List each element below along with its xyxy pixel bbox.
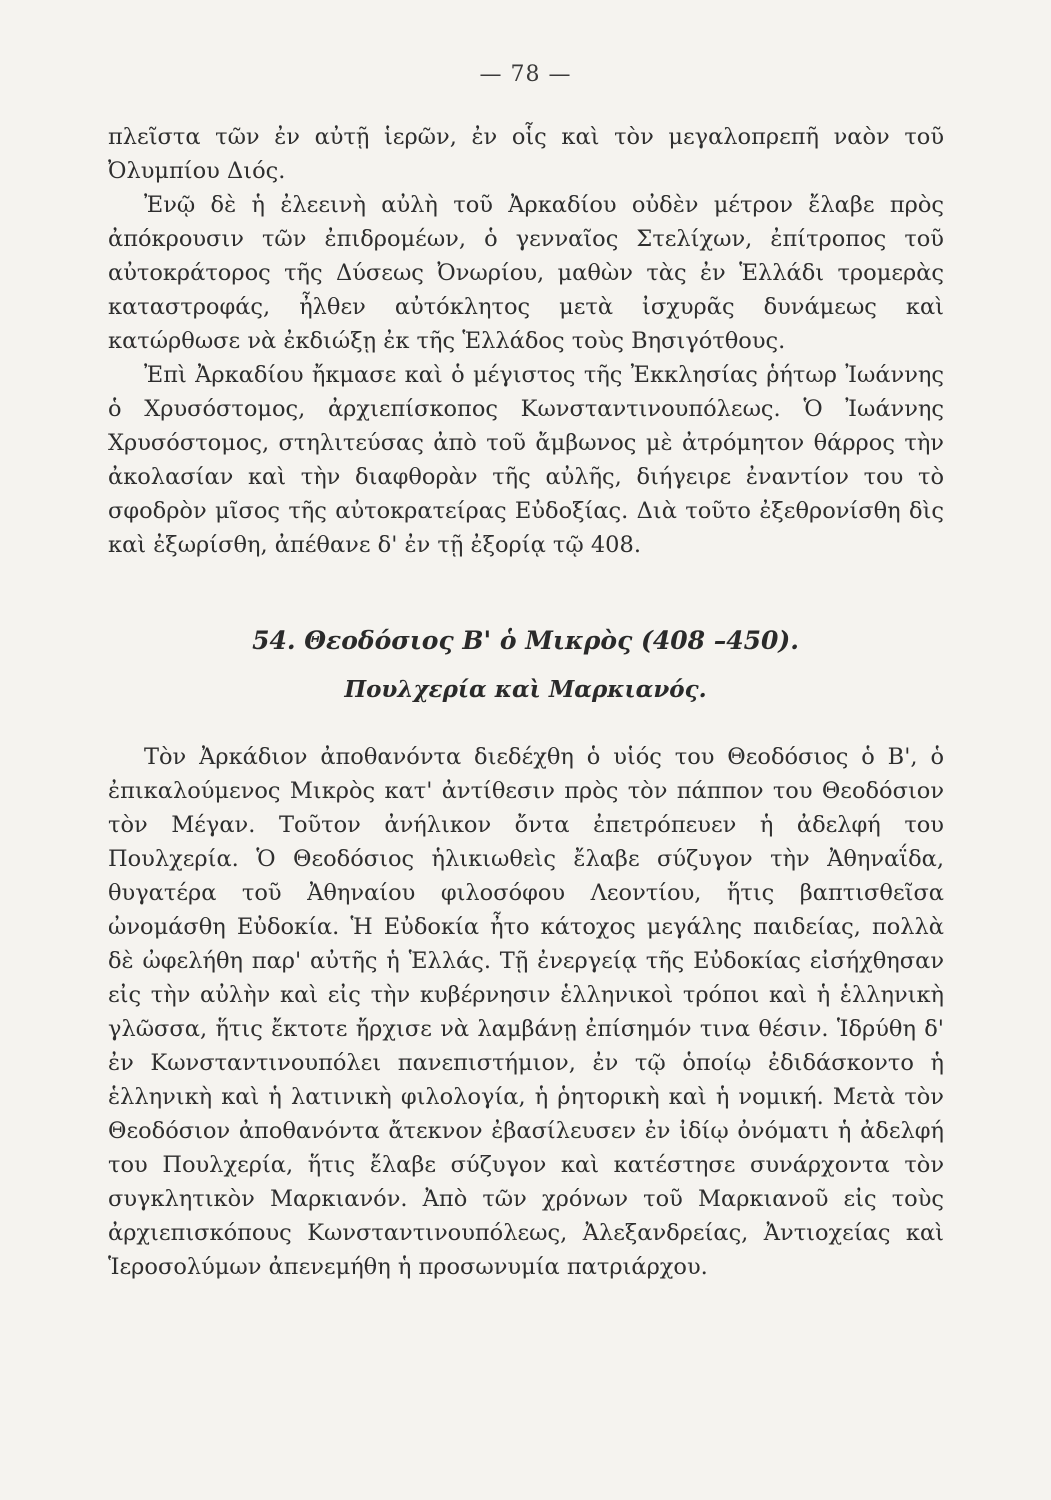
section-subtitle: Πουλχερία καὶ Μαρκιανός. <box>344 676 707 703</box>
intro-text <box>108 120 944 562</box>
paragraph: Ἐπὶ Ἀρκαδίου ἤκμασε καὶ ὁ μέγιστος τῆς Ἐκκλησίας ῥήτωρ Ἰωάννης ὁ Χρυσόστομος, ἀρχιεπίσκοπος Κωνσταντινουπόλεως. Ὁ Ἰωάννης Χρυσόστομος, στηλιτεύσας ἀπὸ τοῦ ἄμβωνος μὲ ἀτρόμητον θάρρος τὴν ἀκολασίαν καὶ τὴν διαφθορὰν τῆς αὐλῆς, διήγειρε ἐναντίον του τὸ σφοδρὸν μῖσος τῆς αὐτοκρατείρας Εὐδοξίας. Διὰ τοῦτο ἐξεθρονίσθη δὶς καὶ ἐξωρίσθη, ἀπέθανε δ' ἐν τῇ ἐξορίᾳ τῷ 408. <box>108 362 944 558</box>
paragraph: Ἐνῷ δὲ ἡ ἐλεεινὴ αὐλὴ τοῦ Ἀρκαδίου οὐδὲν μέτρον ἔλαβε πρὸς ἀπόκρουσιν τῶν ἐπιδρομέων, ὁ γενναῖος Στελίχων, ἐπίτροπος τοῦ αὐτοκράτορος τῆς Δύσεως Ὀνωρίου, μαθὼν τὰς ἐν Ἑλλάδι τρομερὰς καταστροφάς, ἦλθεν αὐτόκλητος μετὰ ἰσχυρᾶς δυνάμεως καὶ κατώρθωσε νὰ ἐκδιώξῃ ἐκ τῆς Ἑλλάδος τοὺς Βησιγότθους. <box>108 192 944 354</box>
section-title: 54. Θεοδόσιος Β' ὁ Μικρὸς (408 –450). <box>252 626 799 655</box>
paragraph: πλεῖστα τῶν ἐν αὐτῇ ἱερῶν, ἐν οἷς καὶ τὸν μεγαλοπρεπῆ ναὸν τοῦ Ὀλυμπίου Διός. <box>108 124 944 184</box>
page-number: — 78 — <box>479 62 572 87</box>
paragraph: Τὸν Ἀρκάδιον ἀποθανόντα διεδέχθη ὁ υἱός του Θεοδόσιος ὁ Β', ὁ ἐπικαλούμενος Μικρὸς κατ' ἀντίθεσιν πρὸς τὸν πάππον του Θεοδόσιον τὸν Μέγαν. Τοῦτον ἀνήλικον ὄντα ἐπετρόπευεν ἡ ἀδελφή του Πουλχερία. Ὁ Θεοδόσιος ἡλικιωθεὶς ἔλαβε σύζυγον τὴν Ἀθηναΐδα, θυγατέρα τοῦ Ἀθηναίου φιλοσόφου Λεοντίου, ἥτις βαπτισθεῖσα ὠνομάσθη Εὐδοκία. Ἡ Εὐδοκία ἦτο κάτοχος μεγάλης παιδείας, πολλὰ δὲ ὠφελήθη παρ' αὐτῆς ἡ Ἑλλάς. Τῇ ἐνεργείᾳ τῆς Εὐδοκίας εἰσήχθησαν εἰς τὴν αὐλὴν καὶ εἰς τὴν κυβέρνησιν ἑλληνικοὶ τρόποι καὶ ἡ ἑλληνικὴ γλῶσσα, ἥτις ἔκτοτε ἤρχισε νὰ λαμβάνῃ ἐπίσημόν τινα θέσιν. Ἱδρύθη δ' ἐν Κωνσταντινουπόλει πανεπιστήμιον, ἐν τῷ ὁποίῳ ἐδιδάσκοντο ἡ ἑλληνικὴ καὶ ἡ λατινικὴ φιλολογία, ἡ ῥητορικὴ καὶ ἡ νομική. Μετὰ τὸν Θεοδόσιον ἀποθανόντα ἄτεκνον ἐβασίλευσεν ἐν ἰδίῳ ὀνόματι ἡ ἀδελφή του Πουλχερία, ἥτις ἔλαβε σύζυγον καὶ κατέστησε συνάρχοντα τὸν συγκλητικὸν Μαρκιανόν. Ἀπὸ τῶν χρόνων τοῦ Μαρκιανοῦ εἰς τοὺς ἀρχιεπισκόπους Κωνσταντινουπόλεως, Ἀλεξανδρείας, Ἀντιοχείας καὶ Ἱεροσολύμων ἀπενεμήθη ἡ προσωνυμία πατριάρχου. <box>108 744 944 1280</box>
section-body <box>108 740 944 1284</box>
